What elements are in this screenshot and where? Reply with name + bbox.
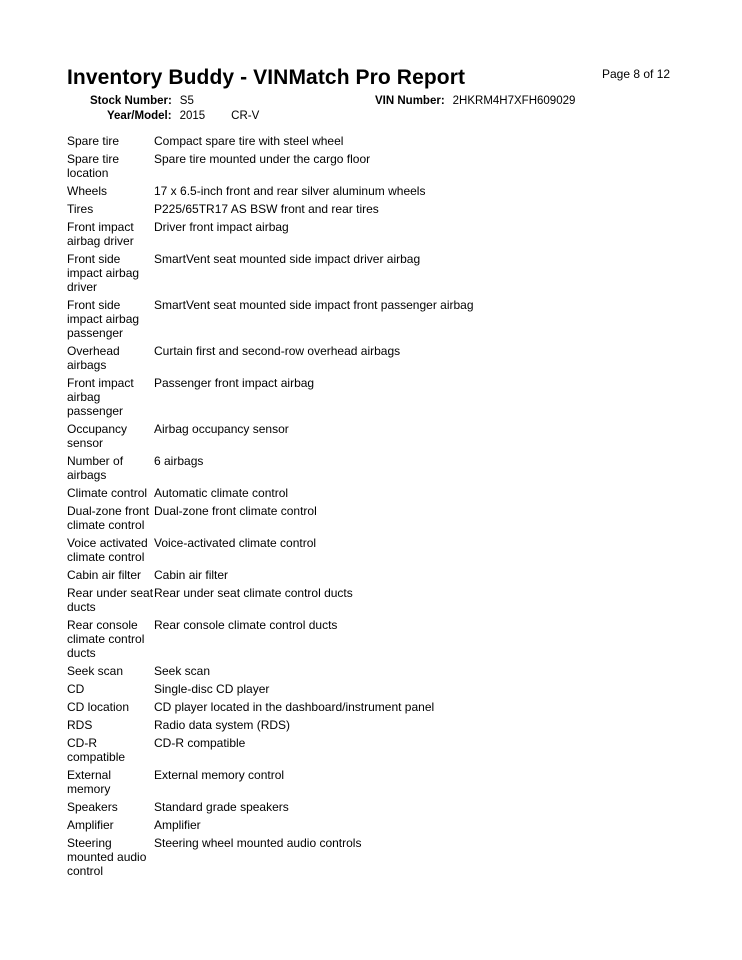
year-value: 2015 [179,110,206,122]
year-model [107,110,259,122]
feature-name: Climate control [67,486,148,500]
feature-name: Rear under seat ducts [67,586,154,614]
feature-row [67,768,687,796]
feature-name: Spare tire [67,134,120,148]
feature-name: Rear console climate control ducts [67,618,145,660]
feature-row [67,298,687,340]
feature-name: Amplifier [67,818,114,832]
feature-value: Driver front impact airbag [154,220,289,234]
feature-row [67,454,687,482]
feature-name: Front side impact airbag driver [67,252,140,294]
feature-name: Tires [67,202,94,216]
feature-name: Steering mounted audio control [67,836,147,878]
feature-row [67,134,687,148]
feature-value: Compact spare tire with steel wheel [154,134,344,148]
feature-name: Speakers [67,800,118,814]
feature-row [67,736,687,764]
feature-row [67,800,687,814]
vin-number-value: 2HKRM4H7XFH609029 [452,95,576,107]
feature-value: Airbag occupancy sensor [154,422,289,436]
feature-value: Single-disc CD player [154,682,270,696]
feature-row [67,252,687,294]
feature-value: P225/65TR17 AS BSW front and rear tires [154,202,379,216]
feature-value: Radio data system (RDS) [154,718,291,732]
report-title: Inventory Buddy - VINMatch Pro Report [67,66,466,89]
feature-value: Voice-activated climate control [154,536,317,550]
feature-name: Wheels [67,184,108,198]
feature-value: Rear under seat climate control ducts [154,586,353,600]
feature-value: Steering wheel mounted audio controls [154,836,362,850]
feature-value: CD-R compatible [154,736,246,750]
feature-value: 17 x 6.5-inch front and rear silver aluminum wheels [154,184,426,198]
feature-value: 6 airbags [154,454,204,468]
feature-name: CD-R compatible [67,736,126,764]
stock-number-value: S5 [179,95,194,107]
feature-row [67,664,687,678]
feature-value: Curtain first and second-row overhead airbags [154,344,401,358]
feature-name: Spare tire location [67,152,120,180]
feature-row [67,376,687,418]
feature-value: Amplifier [154,818,201,832]
feature-value: Standard grade speakers [154,800,289,814]
feature-name: Seek scan [67,664,124,678]
feature-row [67,568,687,582]
feature-name: CD [67,682,85,696]
feature-name: RDS [67,718,93,732]
feature-value: Passenger front impact airbag [154,376,315,390]
vin-number-label: VIN Number: [375,95,445,107]
feature-name: Front impact airbag driver [67,220,134,248]
feature-row [67,152,687,180]
feature-value: Cabin air filter [154,568,229,582]
feature-name: External memory [67,768,112,796]
feature-name: CD location [67,700,130,714]
feature-row [67,586,687,614]
feature-name: Cabin air filter [67,568,142,582]
feature-name: Front impact airbag passenger [67,376,134,418]
model-value: CR-V [231,110,260,122]
page-number: Page 8 of 12 [602,67,671,81]
feature-row [67,818,687,832]
feature-value: Seek scan [154,664,211,678]
feature-row [67,682,687,696]
feature-name: Number of airbags [67,454,124,482]
feature-list [67,134,687,882]
feature-value: Spare tire mounted under the cargo floor [154,152,371,166]
feature-row [67,536,687,564]
feature-row [67,422,687,450]
feature-value: SmartVent seat mounted side impact driver airbag [154,252,421,266]
feature-row [67,486,687,500]
year-model-label: Year/Model: [107,110,172,122]
feature-name: Voice activated climate control [67,536,148,564]
feature-row [67,184,687,198]
stock-number [90,95,194,107]
feature-row [67,718,687,732]
feature-value: External memory control [154,768,285,782]
feature-name: Occupancy sensor [67,422,128,450]
feature-name: Overhead airbags [67,344,120,372]
feature-name: Front side impact airbag passenger [67,298,140,340]
feature-row [67,504,687,532]
stock-number-label: Stock Number: [90,95,172,107]
feature-row [67,344,687,372]
vin-number [375,95,575,107]
feature-row [67,220,687,248]
feature-value: SmartVent seat mounted side impact front passenger airbag [154,298,474,312]
feature-row [67,836,687,878]
feature-row [67,700,687,714]
feature-value: Dual-zone front climate control [154,504,317,518]
feature-name: Dual-zone front climate control [67,504,150,532]
feature-value: CD player located in the dashboard/instrument panel [154,700,435,714]
feature-value: Rear console climate control ducts [154,618,338,632]
feature-row [67,202,687,216]
feature-value: Automatic climate control [154,486,289,500]
feature-row [67,618,687,660]
